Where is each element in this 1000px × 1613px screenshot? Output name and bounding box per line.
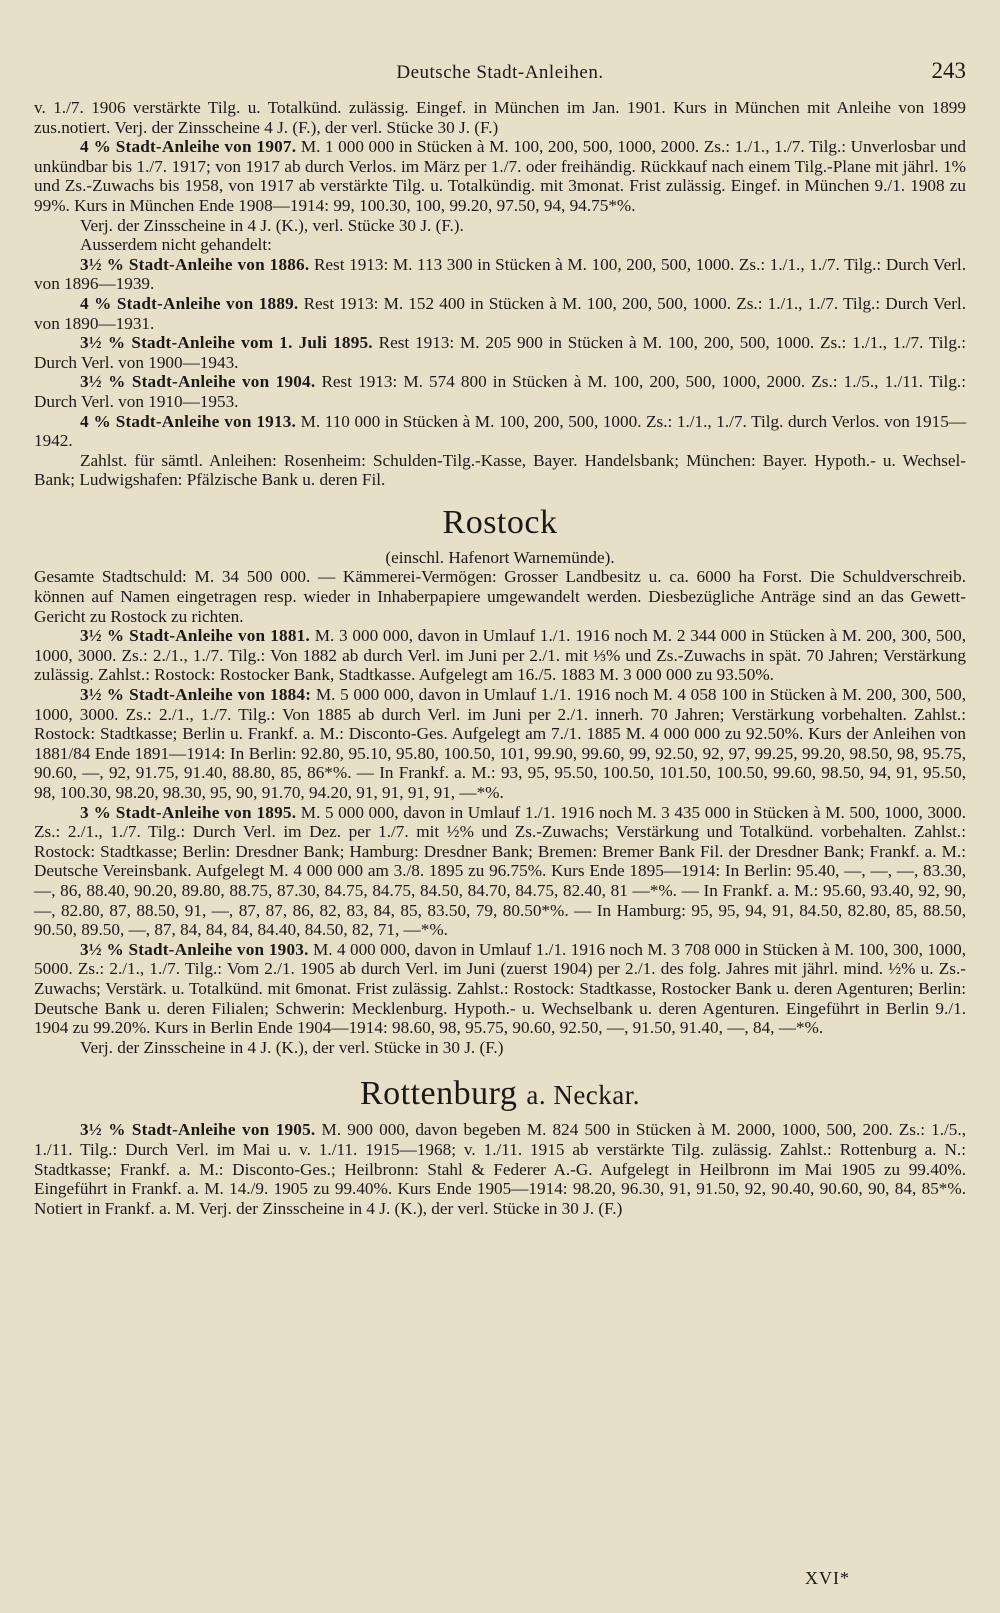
- paragraph: [34, 1038, 966, 1058]
- document-page: [0, 42, 1000, 1613]
- loan-entry: [34, 372, 966, 411]
- loan-entry: [34, 412, 966, 451]
- loan-text: Rest 1913: M. 113 300 in Stücken à M. 100, 200, 500, 1000. Zs.: 1./1., 1./7. Tilg.: Durch Verl. von 1896—1939.: [34, 254, 966, 294]
- paragraph-text: Ausserdem nicht gehandelt:: [80, 235, 272, 255]
- loan-entry: [34, 685, 966, 803]
- loan-text: M. 5 000 000, davon in Umlauf 1./1. 1916 noch M. 3 435 000 in Stücken à M. 500, 1000, 3000. Zs.: 2./1., 1./7. Tilg.: Durch Verl. im Dez. per 1./7. mit ½% und Zs.-Zuwachs; Verstärkung und Totalkünd. vorbehalten. Zahlst.: Rostock: Stadtkasse; Berlin: Dresdner Bank; Hamburg: Dresdner Bank; Bremen: Bremer Bank Fil. der Dresdner Bank; Frankf. a. M.: Deutsche Vereinsbank. Aufgelegt M. 4 000 000 am 3./8. 1895 zu 96.75%. Kurs Ende 1895—1914: In Berlin: 95.40, —, —, —, 83.30, —, 86, 88.40, 90.20, 89.80, 88.75, 87.30, 84.75, 84.75, 84.50, 84.70, 84.75, 82.40, 81 —*%. — In Frankf. a. M.: 95.60, 93.40, 92, 90, —, 82.80, 87, 88.50, 91, —, 87, 87, 86, 82, 83, 84, 85, 83.50, 79, 80.50*%. — In Hamburg: 95, 95, 94, 91, 84.50, 82.80, 85, 88.50, 90.50, 89.50, —, 87, 84, 84, 84, 84.40, 84.50, 82, 71, —*%.: [34, 802, 967, 940]
- loan-text: M. 5 000 000, davon in Umlauf 1./1. 1916 noch M. 4 058 100 in Stücken à M. 200, 300, 500, 1000, 3000. Zs.: 2./1., 1./7. Tilg.: Von 1885 ab durch Verl. im Juni per 2./1. innerh. 70 Jahren; Verstärkung vorbehalten. Zahlst.: Rostock: Stadtkasse; Berlin u. Frankf. a. M.: Disconto-Ges. Aufgelegt am 7./1. 1885 M. 4 000 000 zu 92.50%. Kurs der Anleihen von 1881/84 Ende 1891—1914: In Berlin: 92.80, 95.10, 95.80, 100.50, 101, 99.90, 99.60, 99, 92.50, 92, 97, 99.25, 99.20, 98.50, 98, 95.75, 90.60, —, 92, 91.75, 91.40, 88.80, 85, 86*%. — In Frankf. a. M.: 93, 95, 95.50, 100.50, 101.50, 100.50, 99.60, 98.50, 94, 91, 95.50, 98, 100.30, 98.20, 98.30, 95, 90, 91.70, 94.20, 91, 91, 91, 91, —*%.: [34, 685, 966, 802]
- paragraph-text: Verj. der Zinsscheine in 4 J. (K.), verl. Stücke 30 J. (F.).: [80, 215, 464, 235]
- city-name: Rottenburg: [359, 1075, 518, 1113]
- paragraph-text: Zahlst. für sämtl. Anleihen: Rosenheim: Schulden-Tilg.-Kasse, Bayer. Handelsbank; München: Bayer. Hypoth.- u. Wechsel-Bank; Ludwigshafen: Pfälzische Bank u. deren Fil.: [34, 450, 966, 490]
- loan-text: Rest 1913: M. 574 800 in Stücken à M. 100, 200, 500, 1000, 2000. Zs.: 1./5., 1./11. Tilg.: Durch Verl. von 1910—1953.: [34, 372, 966, 411]
- loan-entry: [34, 255, 966, 294]
- paragraph-text: Gesamte Stadtschuld: M. 34 500 000. — Kämmerei-Vermögen: Grosser Landbesitz u. ca. 6000 ha Forst. Die Schuldverschreib. können auf Namen eingetragen resp. wieder in Inhaberpapiere umgewandelt werden. Diesbezügliche Anträge sind an das Gewett-Gericht zu Rostock zu richten.: [34, 567, 966, 626]
- paragraph: [34, 216, 966, 236]
- loan-title: 4 % Stadt-Anleihe von 1913.: [80, 411, 297, 431]
- loan-entry: [34, 294, 966, 333]
- loan-title: 3½ % Stadt-Anleihe von 1886.: [80, 254, 310, 274]
- paragraph-text: v. 1./7. 1906 verstärkte Tilg. u. Totalkünd. zulässig. Eingef. in München im Jan. 1901. Kurs in München mit Anleihe von 1899 zus.notiert. Verj. der Zinsscheine 4 J. (F.), der verl. Stücke 30 J. (F.): [34, 98, 966, 137]
- loan-title: 3½ % Stadt-Anleihe von 1903.: [80, 939, 309, 959]
- rottenburg-section: [34, 1120, 966, 1218]
- loan-title: 3½ % Stadt-Anleihe vom 1. Juli 1895.: [80, 333, 373, 353]
- paragraph: [34, 567, 966, 626]
- loan-entry: [34, 940, 966, 1038]
- loan-entry: [34, 333, 966, 372]
- loan-text: M. 900 000, davon begeben M. 824 500 in Stücken à M. 2000, 1000, 500, 200. Zs.: 1./5., 1./11. Tilg.: Durch Verl. im Mai u. v. 1./11. 1915—1968; v. 1./11. 1915 ab verstärkte Tilg. zulässig. Zahlst.: Rottenburg a. N.: Stadtkasse; Frankf. a. M.: Disconto-Ges.; Heilbronn: Stahl & Federer A.-G. Aufgelegt in Heilbronn im Mai 1905 zu 99.40%. Eingeführt in Frankf. a. M. 14./9. 1905 zu 99.40%. Kurs Ende 1905—1914: 98.20, 96.30, 91, 91.50, 92, 90.40, 90.60, 90, 84, 85*%. Notiert in Frankf. a. M. Verj. der Zinsscheine in 4 J. (K.), der verl. Stücke in 30 J. (F.): [34, 1120, 966, 1218]
- city-suffix: a. Neckar.: [526, 1080, 641, 1111]
- loan-text: M. 4 000 000, davon in Umlauf 1./1. 1916 noch M. 3 708 000 in Stücken à M. 100, 300, 1000, 5000. Zs.: 2./1., 1./7. Tilg.: Vom 2./1. 1905 ab durch Verl. im Juni (zuerst 1904) per 2./1. des folg. Jahres mit jährl. mind. ½% u. Zs.-Zuwachs; Verstärk. u. Totalkünd. mit 6monat. Frist zulässig. Zahlst.: Rostock: Stadtkasse, Rostocker Bank u. deren Agenturen; Berlin: Deutsche Bank u. deren Filialen; Schwerin: Mecklenburg. Hypoth.- u. Wechselbank u. deren Agenturen. Eingeführt in Berlin 9./1. 1904 zu 99.20%. Kurs in Berlin Ende 1904—1914: 98.60, 98, 95.75, 90.60, 92.50, —, 91.50, 91.40, —, 84, —*%.: [34, 939, 966, 1038]
- loan-title: 3½ % Stadt-Anleihe von 1905.: [80, 1120, 316, 1140]
- loan-title: 4 % Stadt-Anleihe von 1907.: [80, 137, 297, 157]
- loan-entry: [34, 137, 966, 215]
- loan-entry: [34, 1120, 966, 1218]
- munich-continuation: [34, 98, 966, 490]
- loan-title: 3½ % Stadt-Anleihe von 1884:: [80, 685, 312, 705]
- loan-text: Rest 1913: M. 152 400 in Stücken à M. 100, 200, 500, 1000. Zs.: 1./1., 1./7. Tilg.: Durch Verl. von 1890—1931.: [34, 293, 967, 333]
- loan-title: 3 % Stadt-Anleihe von 1895.: [80, 802, 297, 822]
- loan-title: 3½ % Stadt-Anleihe von 1881.: [80, 626, 310, 646]
- running-title: Deutsche Stadt-Anleihen.: [396, 62, 604, 83]
- loan-text: M. 3 000 000, davon in Umlauf 1./1. 1916 noch M. 2 344 000 in Stücken à M. 200, 300, 500, 1000, 3000. Zs.: 2./1., 1./7. Tilg.: Von 1882 ab durch Verl. im Juni per 2./1. mit ⅓% und Zs.-Zuwachs in spät. 70 Jahren; Verstärkung zulässig. Zahlst.: Rostock: Rostocker Bank, Stadtkasse. Aufgelegt am 16./5. 1883 M. 3 000 000 zu 93.50%.: [34, 626, 966, 685]
- loan-entry: [34, 626, 966, 685]
- loan-title: 3½ % Stadt-Anleihe von 1904.: [80, 372, 316, 392]
- loan-entry: [34, 803, 966, 940]
- paragraph: [34, 98, 966, 137]
- rostock-section: [34, 567, 966, 1057]
- loan-text: Rest 1913: M. 205 900 in Stücken à M. 100, 200, 500, 1000. Zs.: 1./1., 1./7. Tilg.: Durch Verl. von 1900—1943.: [34, 333, 966, 372]
- loan-text: M. 1 000 000 in Stücken à M. 100, 200, 500, 1000, 2000. Zs.: 1./1., 1./7. Tilg.: Unverlosbar und unkündbar bis 1./7. 1917; von 1917 ab durch Verlos. im März per 1./7. oder freihändig. Rückkauf nach einem Tilg.-Plane mit jährl. 1% und Zs.-Zuwachs bis 1958, von 1917 ab verstärkte Tilg. u. Totalkündig. mit 3monat. Frist zulässig. Eingef. in München 9./1. 1908 zu 99%. Kurs in München Ende 1908—1914: 99, 100.30, 100, 99.20, 97.50, 94, 94.75*%.: [34, 137, 966, 215]
- page-number: 243: [931, 58, 966, 83]
- city-heading-rottenburg: [34, 1075, 966, 1114]
- loan-title: 4 % Stadt-Anleihe von 1889.: [80, 293, 299, 313]
- loan-text: M. 110 000 in Stücken à M. 100, 200, 500, 1000. Zs.: 1./1., 1./7. Tilg. durch Verlos. von 1915—1942.: [34, 411, 967, 451]
- city-heading-rostock: Rostock: [442, 503, 558, 541]
- paragraph-text: Verj. der Zinsscheine in 4 J. (K.), der verl. Stücke in 30 J. (F.): [80, 1037, 504, 1057]
- paragraph: [34, 235, 966, 255]
- paragraph: [34, 451, 966, 490]
- city-subtitle: (einschl. Hafenort Warnemünde).: [385, 547, 615, 567]
- page-header: [34, 42, 966, 102]
- signature-mark: XVI*: [805, 1568, 850, 1588]
